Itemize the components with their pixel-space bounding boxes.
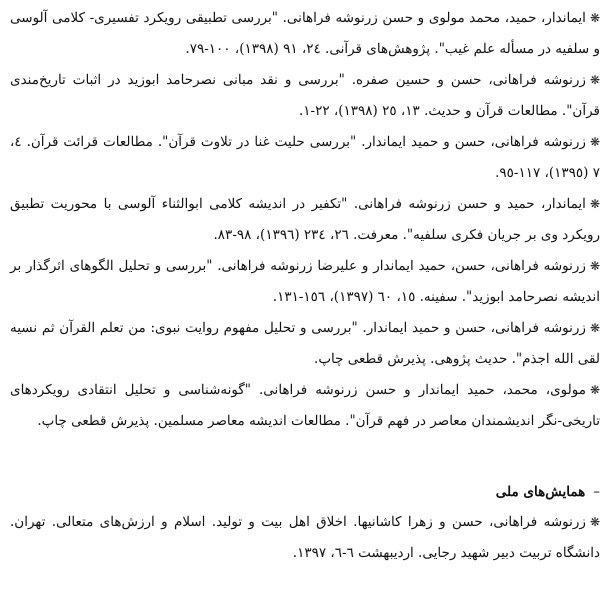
list-item — [10, 3, 600, 65]
bullet-icon: ❋ — [589, 515, 600, 529]
bullet-icon: ❋ — [589, 135, 600, 149]
list-item — [10, 375, 600, 437]
citation-text: زرنوشه فراهانی، حسن، حمید ایماندار و علیرضا زرنوشه فراهانی. "بررسی و تحلیل الگوهای اثرگذار بر اندیشه نصرحامد ابوزید". سفینه. ١٥، ٦٠ (١٣٩٧)، ١٥٦-١٣١. — [10, 258, 600, 305]
journal-article-list — [10, 3, 600, 437]
dash-marker: – — [593, 484, 600, 500]
list-item — [10, 127, 600, 189]
citation-text: ایماندار، حمید، محمد مولوی و حسن زرنوشه فراهانی. "بررسی تطبیقی رویکرد تفسیری- کلامی آلوسی و سلفیه در مسأله علم غیب". پژوهش‌های قرآنی. ٢٤، ٩١ (١٣٩٨)، ١٠٠-٧٩. — [10, 10, 600, 57]
bullet-icon: ❋ — [589, 73, 600, 87]
citation-text: زرنوشه فراهانی، حسن و حمید ایماندار. "بررسی و تحلیل مفهوم روایت نبوی: من تعلم القرآن ثم نسیه لقی الله اجذم". حدیث پژوهی. پذیرش قطعی چاپ. — [10, 320, 600, 367]
list-item — [10, 507, 600, 569]
citation-text: ایماندار، حمید و حسن زرنوشه فراهانی. "تکفیر در اندیشه کلامی ابوالثناء آلوسی با محوریت تطبیق رویکرد وی بر جریان فکری سلفیه". معرفت. ٢٦، ٢٣٤ (١٣٩٦)، ٩٨-٨٣. — [10, 196, 600, 243]
list-item — [10, 65, 600, 127]
section-title: همایش‌های ملی — [495, 484, 586, 500]
list-item — [10, 251, 600, 313]
list-item — [10, 313, 600, 375]
citation-text: زرنوشه فراهانی، حسن و حسین صفره. "بررسی و نقد مبانی نصرحامد ابوزید در اثبات تاریخ‌مندی قرآن". مطالعات قرآن و حدیث. ١٣، ٢٥ (١٣٩٨)، ٢٢-١. — [10, 72, 600, 119]
citation-text: زرنوشه فراهانی، حسن و زهرا کاشانیها. اخلاق اهل بیت و تولید. اسلام و ارزش‌های متعالی. تهران. دانشگاه تربیت دبیر شهید رجایی. اردیبهشت ٦-٦، ١٣٩٧. — [10, 514, 600, 561]
section-heading — [10, 477, 600, 507]
bullet-icon: ❋ — [589, 259, 600, 273]
bullet-icon: ❋ — [589, 383, 600, 397]
conference-list — [10, 507, 600, 569]
citation-text: زرنوشه فراهانی، حسن و حمید ایماندار. "بررسی حلیت غنا در تلاوت قرآن". مطالعات قرائت قرآن. ٤، ٧ (١٣٩٥)، ١١٧-٩٥. — [10, 134, 600, 181]
list-item — [10, 189, 600, 251]
bullet-icon: ❋ — [589, 11, 600, 25]
bullet-icon: ❋ — [589, 197, 600, 211]
bullet-icon: ❋ — [589, 321, 600, 335]
citation-text: مولوی، محمد، حمید ایماندار و حسن زرنوشه فراهانی. "گونه‌شناسی و تحلیل انتقادی رویکردهای تاریخی-نگر اندیشمندان معاصر در فهم قرآن". مطالعات اندیشه معاصر مسلمین. پذیرش قطعی چاپ. — [10, 382, 600, 429]
